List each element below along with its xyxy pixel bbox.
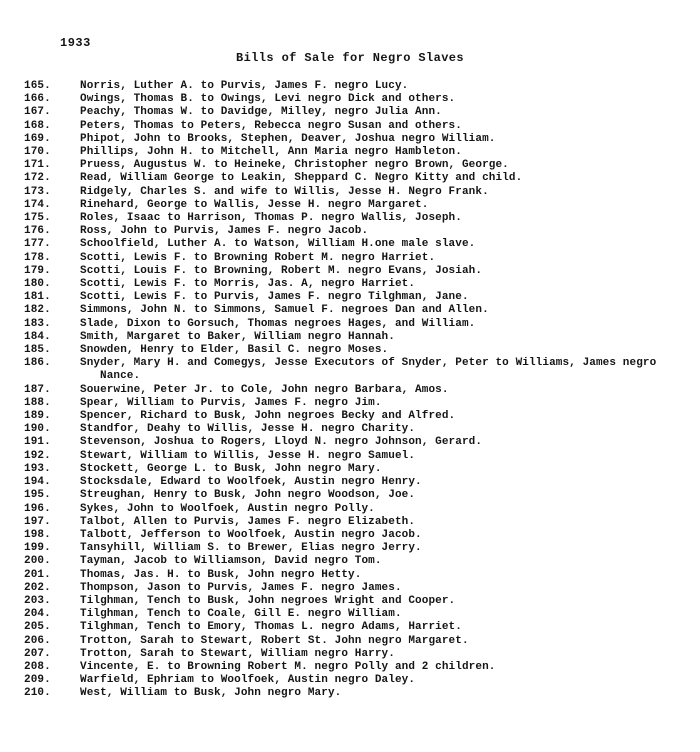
document-title: Bills of Sale for Negro Slaves — [235, 51, 465, 65]
entry-text: Phipot, John to Brooks, Stephen, Deaver, Joshua negro William. — [80, 132, 496, 145]
list-item — [24, 265, 694, 278]
list-item — [24, 159, 694, 172]
list-item — [24, 595, 694, 608]
entry-number: 206. — [24, 634, 51, 647]
list-item — [24, 450, 694, 463]
entry-number: 201. — [24, 568, 51, 581]
list-item — [24, 225, 694, 238]
entry-number: 195. — [24, 489, 51, 502]
entry-text: Vincente, E. to Browning Robert M. negro Polly and 2 children. — [80, 660, 496, 673]
entry-number: 198. — [24, 528, 51, 541]
list-item — [24, 674, 694, 687]
list-item — [24, 569, 694, 582]
list-item — [24, 503, 694, 516]
entry-number: 202. — [24, 581, 51, 594]
list-item — [24, 529, 694, 542]
entry-text: Thomas, Jas. H. to Busk, John negro Hetty. — [80, 568, 362, 581]
entry-number: 176. — [24, 225, 51, 238]
entry-text: Thompson, Jason to Purvis, James F. negro James. — [80, 581, 402, 594]
entry-text: Souerwine, Peter Jr. to Cole, John negro Barbara, Amos. — [80, 383, 449, 396]
list-item — [24, 621, 694, 634]
entry-text: Spear, William to Purvis, James F. negro Jim. — [80, 396, 382, 409]
entry-text: Snowden, Henry to Elder, Basil C. negro Moses. — [80, 344, 389, 357]
list-item — [24, 397, 694, 410]
entry-text: Smith, Margaret to Baker, William negro Hannah. — [80, 330, 395, 343]
entry-number: 197. — [24, 515, 51, 528]
entry-text: Talbot, Allen to Purvis, James F. negro Elizabeth. — [80, 515, 416, 528]
list-item — [24, 516, 694, 529]
entry-text: Scotti, Lewis F. to Browning Robert M. negro Harriet. — [80, 251, 436, 264]
entry-number: 181. — [24, 291, 51, 304]
entry-text: Slade, Dixon to Gorsuch, Thomas negroes Hages, and William. — [80, 317, 476, 330]
list-item — [24, 542, 694, 555]
list-item — [24, 93, 694, 106]
entry-text: Roles, Isaac to Harrison, Thomas P. negro Wallis, Joseph. — [80, 212, 462, 225]
list-item — [24, 582, 694, 595]
list-item — [24, 608, 694, 621]
entry-number: 203. — [24, 594, 51, 607]
entry-number: 183. — [24, 317, 51, 330]
entry-number: 179. — [24, 264, 51, 277]
list-item — [24, 212, 694, 225]
entry-number: 190. — [24, 423, 51, 436]
list-item — [24, 476, 694, 489]
list-item — [24, 635, 694, 648]
entry-number: 205. — [24, 621, 51, 634]
entry-text: Tilghman, Tench to Coale, Gill E. negro William. — [80, 608, 402, 621]
entry-number: 171. — [24, 159, 51, 172]
entry-text: Simmons, John N. to Simmons, Samuel F. negroes Dan and Allen. — [80, 304, 489, 317]
entry-text: Peters, Thomas to Peters, Rebecca negro Susan and others. — [80, 119, 462, 132]
list-item — [24, 238, 694, 251]
list-item — [24, 318, 694, 331]
entry-number: 180. — [24, 278, 51, 291]
list-item — [24, 687, 694, 700]
list-item — [24, 146, 694, 159]
list-item — [24, 133, 694, 146]
entry-number: 165. — [24, 80, 51, 92]
entry-number: 188. — [24, 396, 51, 409]
entry-text: Standfor, Deahy to Willis, Jesse H. negro Charity. — [80, 423, 416, 436]
entry-text: Ridgely, Charles S. and wife to Willis, Jesse H. Negro Frank. — [80, 185, 489, 198]
entry-number: 168. — [24, 119, 51, 132]
list-item — [24, 648, 694, 661]
entry-text: Stocksdale, Edward to Woolfoek, Austin negro Henry. — [80, 476, 422, 489]
entry-text: Pruess, Augustus W. to Heineke, Christopher negro Brown, George. — [80, 159, 509, 172]
entry-number: 185. — [24, 344, 51, 357]
entry-text: Tilghman, Tench to Busk, John negroes Wright and Cooper. — [80, 594, 456, 607]
list-item — [24, 186, 694, 199]
entry-text: Norris, Luther A. to Purvis, James F. negro Lucy. — [80, 80, 409, 92]
list-item — [24, 106, 694, 119]
list-item — [24, 291, 694, 304]
entry-number: 184. — [24, 330, 51, 343]
list-item — [24, 172, 694, 185]
entry-text: Tansyhill, William S. to Brewer, Elias negro Jerry. — [80, 542, 422, 555]
list-item — [24, 199, 694, 212]
list-item — [24, 555, 694, 568]
entry-number: 207. — [24, 647, 51, 660]
entry-text: Rinehard, George to Wallis, Jesse H. negro Margaret. — [80, 198, 429, 211]
entry-number: 178. — [24, 251, 51, 264]
entry-text: Schoolfield, Luther A. to Watson, William H.one male slave. — [80, 238, 476, 251]
entry-text: Stevenson, Joshua to Rogers, Lloyd N. negro Johnson, Gerard. — [80, 436, 483, 449]
entry-number: 173. — [24, 185, 51, 198]
entry-number: 208. — [24, 660, 51, 673]
entry-number: 182. — [24, 304, 51, 317]
list-item — [24, 384, 694, 397]
list-item — [24, 80, 694, 93]
entry-text: West, William to Busk, John negro Mary. — [80, 687, 342, 700]
entry-text: Scotti, Louis F. to Browning, Robert M. negro Evans, Josiah. — [80, 264, 483, 277]
entry-number: 192. — [24, 449, 51, 462]
entry-text: Read, William George to Leakin, Sheppard C. Negro Kitty and child. — [80, 172, 523, 185]
entry-number: 193. — [24, 462, 51, 475]
list-item — [24, 357, 694, 383]
entry-text: Talbott, Jefferson to Woolfoek, Austin negro Jacob. — [80, 528, 422, 541]
entry-text: Stewart, William to Willis, Jesse H. negro Samuel. — [80, 449, 416, 462]
entry-number: 169. — [24, 132, 51, 145]
document-year: 1933 — [60, 36, 91, 50]
entry-text: Ross, John to Purvis, James F. negro Jacob. — [80, 225, 369, 238]
entry-number: 194. — [24, 476, 51, 489]
entry-number: 172. — [24, 172, 51, 185]
entry-number: 166. — [24, 93, 51, 106]
list-item — [24, 661, 694, 674]
entry-text: Phillips, John H. to Mitchell, Ann Maria negro Hambleton. — [80, 146, 462, 159]
list-item — [24, 331, 694, 344]
list-item — [24, 463, 694, 476]
list-item — [24, 410, 694, 423]
entry-number: 200. — [24, 555, 51, 568]
list-item — [24, 436, 694, 449]
entry-number: 210. — [24, 687, 51, 700]
list-item — [24, 278, 694, 291]
entry-list — [24, 80, 694, 701]
entry-text: Stockett, George L. to Busk, John negro Mary. — [80, 462, 382, 475]
entry-number: 187. — [24, 383, 51, 396]
entry-number: 177. — [24, 238, 51, 251]
entry-number: 186. — [24, 357, 51, 370]
entry-number: 196. — [24, 502, 51, 515]
entry-number: 209. — [24, 674, 51, 687]
entry-text: Trotton, Sarah to Stewart, William negro Harry. — [80, 647, 395, 660]
entry-text: Warfield, Ephriam to Woolfoek, Austin negro Daley. — [80, 674, 416, 687]
entry-text: Tayman, Jacob to Williamson, David negro Tom. — [80, 555, 382, 568]
list-item — [24, 304, 694, 317]
entry-text: Spencer, Richard to Busk, John negroes Becky and Alfred. — [80, 410, 456, 423]
list-item — [24, 120, 694, 133]
list-item — [24, 423, 694, 436]
entry-text: Trotton, Sarah to Stewart, Robert St. John negro Margaret. — [80, 634, 469, 647]
entry-number: 204. — [24, 608, 51, 621]
entry-text: Scotti, Lewis F. to Morris, Jas. A, negro Harriet. — [80, 278, 416, 291]
list-item — [24, 252, 694, 265]
entry-text: Sykes, John to Woolfoek, Austin negro Polly. — [80, 502, 375, 515]
entry-number: 175. — [24, 212, 51, 225]
entry-number: 189. — [24, 410, 51, 423]
entry-number: 199. — [24, 542, 51, 555]
entry-text: Streughan, Henry to Busk, John negro Woodson, Joe. — [80, 489, 416, 502]
entry-text: Peachy, Thomas W. to Davidge, Milley, negro Julia Ann. — [80, 106, 442, 119]
list-item — [24, 344, 694, 357]
entry-text: Snyder, Mary H. and Comegys, Jesse Executors of Snyder, Peter to Williams, James negro Nance. — [80, 357, 657, 383]
list-item — [24, 489, 694, 502]
entry-number: 170. — [24, 146, 51, 159]
entry-number: 167. — [24, 106, 51, 119]
entry-text: Owings, Thomas B. to Owings, Levi negro Dick and others. — [80, 93, 456, 106]
entry-number: 191. — [24, 436, 51, 449]
entry-text: Scotti, Lewis F. to Purvis, James F. negro Tilghman, Jane. — [80, 291, 469, 304]
entry-text: Tilghman, Tench to Emory, Thomas L. negro Adams, Harriet. — [80, 621, 462, 634]
entry-number: 174. — [24, 198, 51, 211]
